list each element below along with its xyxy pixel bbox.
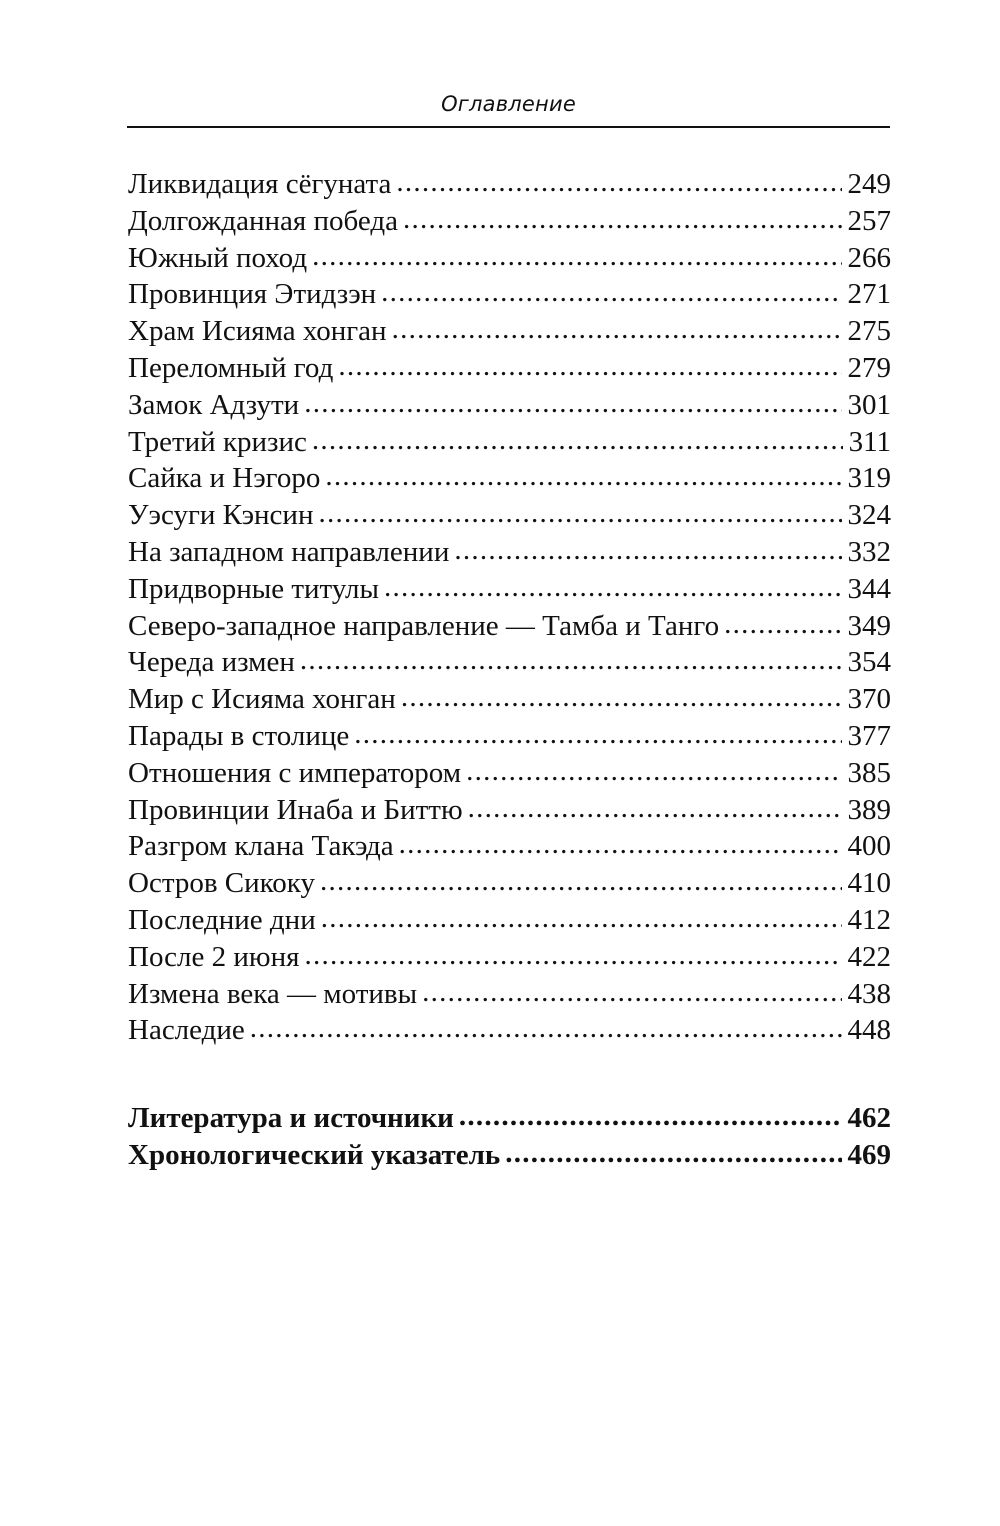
toc-entry-title: Мир с Исияма хонган [128, 683, 396, 716]
dot-leader [321, 900, 842, 937]
dot-leader [401, 679, 842, 716]
toc-entry-title: Уэсуги Кэнсин [128, 499, 314, 532]
toc-entry-title: Череда измен [128, 646, 295, 679]
toc-entry [128, 681, 891, 718]
toc-entry-page-number: 324 [847, 499, 891, 532]
toc-entry [128, 902, 891, 939]
toc-entry [128, 497, 891, 534]
toc-entry-page-number: 266 [847, 241, 891, 274]
toc-entry [128, 166, 891, 203]
toc-entry [128, 792, 891, 829]
toc-entry-title: Литература и источники [128, 1102, 454, 1135]
toc-entry-page-number: 469 [847, 1138, 891, 1171]
toc-entry-title: Провинции Инаба и Биттю [128, 793, 463, 826]
toc-entry-page-number: 279 [847, 351, 891, 384]
dot-leader [384, 569, 841, 606]
dot-leader [399, 826, 842, 863]
dot-leader [304, 937, 841, 974]
dot-leader [403, 201, 842, 238]
toc-entry-page-number: 344 [847, 572, 891, 605]
dot-leader [396, 164, 841, 201]
toc-entry [128, 828, 891, 865]
toc-entry-page-number: 400 [847, 830, 891, 863]
toc-entry-title: Северо-западное направление — Тамба и Танго [128, 609, 720, 642]
dot-leader [454, 532, 841, 569]
dot-leader [312, 422, 843, 459]
table-of-contents [128, 166, 891, 1174]
toc-entry-title: Парады в столице [128, 719, 350, 752]
toc-entry-title: Южный поход [128, 241, 308, 274]
dot-leader [466, 753, 841, 790]
chapter-list [128, 166, 891, 1049]
toc-entry [128, 387, 891, 424]
header-rule [127, 126, 890, 128]
toc-entry [128, 976, 891, 1013]
toc-entry-page-number: 438 [847, 977, 891, 1010]
dot-leader [422, 974, 841, 1011]
dot-leader [459, 1098, 842, 1135]
toc-entry-title: Храм Исияма хонган [128, 315, 387, 348]
toc-entry [128, 865, 891, 902]
toc-entry [128, 1137, 891, 1174]
dot-leader [338, 348, 841, 385]
dot-leader [325, 458, 841, 495]
dot-leader [312, 238, 841, 275]
toc-entry [128, 755, 891, 792]
toc-entry-title: После 2 июня [128, 940, 300, 973]
toc-entry [128, 1012, 891, 1049]
toc-entry [128, 276, 891, 313]
toc-entry-page-number: 257 [847, 204, 891, 237]
toc-entry-page-number: 249 [847, 168, 891, 200]
toc-entry-page-number: 448 [847, 1014, 891, 1047]
toc-entry-title: Придворные титулы [128, 572, 380, 605]
toc-entry [128, 313, 891, 350]
toc-entry-page-number: 271 [847, 278, 891, 311]
toc-entry [128, 203, 891, 240]
toc-entry [128, 718, 891, 755]
toc-entry [128, 939, 891, 976]
toc-entry-title: Провинция Этидзэн [128, 278, 377, 311]
toc-entry-title: Сайка и Нэгоро [128, 462, 321, 495]
dot-leader [354, 716, 841, 753]
toc-entry-page-number: 275 [847, 315, 891, 348]
back-matter-list [128, 1100, 891, 1174]
dot-leader [320, 863, 842, 900]
toc-entry [128, 240, 891, 277]
toc-entry-page-number: 319 [847, 462, 891, 495]
toc-entry-title: Измена века — мотивы [128, 977, 418, 1010]
toc-entry-title: На западном направлении [128, 535, 450, 568]
toc-entry-page-number: 412 [847, 903, 891, 936]
toc-entry [128, 644, 891, 681]
toc-entry [128, 424, 891, 461]
toc-entry-page-number: 462 [847, 1102, 891, 1135]
dot-leader [250, 1010, 842, 1047]
toc-entry [128, 460, 891, 497]
toc-entry-page-number: 370 [847, 683, 891, 716]
toc-entry-page-number: 311 [848, 425, 891, 458]
toc-entry-title: Ликвидация сёгуната [128, 168, 392, 200]
toc-entry-page-number: 389 [847, 793, 891, 826]
toc-entry-title: Хронологический указатель [128, 1138, 501, 1171]
dot-leader [300, 642, 842, 679]
toc-entry [128, 608, 891, 645]
toc-entry-page-number: 410 [847, 867, 891, 900]
toc-entry-title: Переломный год [128, 351, 334, 384]
toc-entry [128, 571, 891, 608]
toc-entry-title: Последние дни [128, 903, 316, 936]
toc-entry-page-number: 354 [847, 646, 891, 679]
toc-entry-title: Разгром клана Такэда [128, 830, 394, 863]
toc-entry-page-number: 301 [847, 388, 891, 421]
toc-entry-page-number: 377 [847, 719, 891, 752]
dot-leader [505, 1135, 841, 1172]
dot-leader [392, 311, 842, 348]
dot-leader [724, 606, 841, 643]
toc-entry-title: Замок Адзути [128, 388, 300, 421]
toc-entry-page-number: 349 [847, 609, 891, 642]
dot-leader [468, 790, 842, 827]
dot-leader [304, 385, 841, 422]
toc-entry-page-number: 385 [847, 756, 891, 789]
toc-entry-title: Долгожданная победа [128, 204, 398, 237]
dot-leader [318, 495, 841, 532]
toc-entry [128, 1100, 891, 1137]
toc-entry-page-number: 422 [847, 940, 891, 973]
toc-entry-title: Отношения с императором [128, 756, 462, 789]
toc-entry [128, 534, 891, 571]
toc-entry-page-number: 332 [847, 535, 891, 568]
toc-entry [128, 350, 891, 387]
section-gap [128, 1049, 891, 1100]
dot-leader [381, 274, 841, 311]
running-head: Оглавление [441, 92, 576, 116]
toc-entry-title: Третий кризис [128, 425, 307, 458]
toc-entry-title: Наследие [128, 1014, 245, 1047]
toc-entry-title: Остров Сикоку [128, 867, 315, 900]
